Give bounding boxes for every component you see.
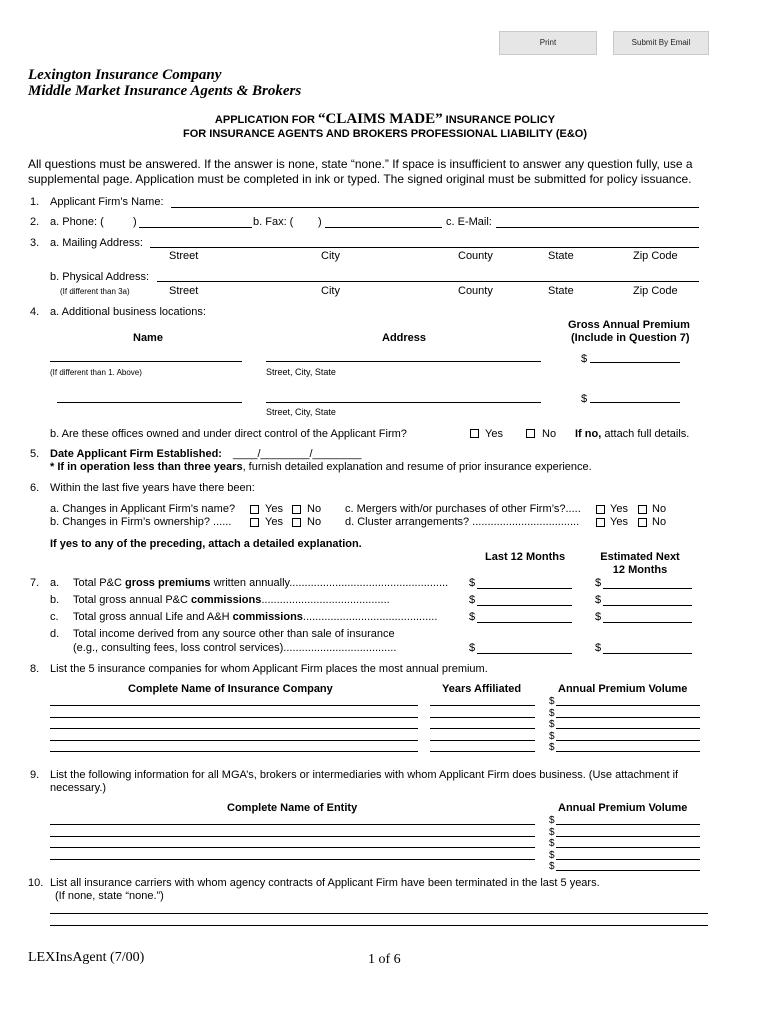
print-button[interactable]: Print bbox=[499, 31, 597, 55]
q6d-yes-checkbox[interactable] bbox=[596, 518, 605, 527]
q7c-pre: Total gross annual Life and A&H bbox=[73, 611, 233, 623]
q8-company-field[interactable] bbox=[50, 717, 418, 718]
physical-address-field[interactable] bbox=[157, 281, 699, 282]
q6d-yes-label: Yes bbox=[610, 516, 628, 528]
q8-premium-dollar: $ bbox=[549, 719, 555, 730]
q8-premium-dollar: $ bbox=[549, 742, 555, 753]
submit-by-email-button[interactable]: Submit By Email bbox=[613, 31, 709, 55]
q4b-no-label: No bbox=[542, 428, 557, 440]
q5-note-rest: , furnish detailed explanation and resume of prior insurance experience. bbox=[242, 461, 592, 473]
location-2-dollar: $ bbox=[581, 393, 588, 405]
q7-col-last-12: Last 12 Months bbox=[485, 551, 566, 563]
q7d-next12-field[interactable] bbox=[603, 653, 692, 654]
intro-line-1: All questions must be answered. If the answer is none, state “none.” If space is insufficient to answer any question fully, use a bbox=[28, 157, 693, 171]
q5-number: 5. bbox=[30, 448, 40, 460]
q7a-dollar-1: $ bbox=[469, 577, 476, 589]
locations-address-header: Address bbox=[382, 332, 427, 344]
q6-number: 6. bbox=[30, 482, 40, 494]
q8-label: List the 5 insurance companies for whom Applicant Firm places the most annual premium. bbox=[50, 663, 488, 675]
q9-premium-field[interactable] bbox=[556, 847, 700, 848]
fax-close: ) bbox=[318, 216, 322, 228]
location-2-name-field[interactable] bbox=[57, 402, 242, 403]
q7c-last12-field[interactable] bbox=[477, 622, 572, 623]
q7a-next12-field[interactable] bbox=[603, 588, 692, 589]
location-1-name-field[interactable] bbox=[50, 361, 242, 362]
location-2-address-note: Street, City, State bbox=[266, 407, 336, 417]
physical-col-state: State bbox=[548, 285, 574, 297]
q7b-last12-field[interactable] bbox=[477, 605, 572, 606]
email-field[interactable] bbox=[496, 227, 699, 228]
physical-col-street: Street bbox=[169, 285, 199, 297]
q6b-label: b. Changes in Firm’s ownership? ...... bbox=[50, 516, 232, 528]
q9-line-2: necessary.) bbox=[50, 782, 107, 794]
q7a-label bbox=[73, 577, 448, 589]
q7a-letter: a. bbox=[50, 577, 60, 589]
q8-company-field[interactable] bbox=[50, 705, 418, 706]
q7-col-12-months: 12 Months bbox=[612, 564, 668, 576]
q6c-yes-label: Yes bbox=[610, 503, 628, 515]
q9-col-entity: Complete Name of Entity bbox=[227, 802, 358, 814]
q6d-label: d. Cluster arrangements? ................................... bbox=[345, 516, 580, 528]
location-name-note: (If different than 1. Above) bbox=[50, 368, 142, 377]
q8-company-field[interactable] bbox=[50, 751, 418, 752]
q8-years-field[interactable] bbox=[430, 705, 535, 706]
physical-col-zip: Zip Code bbox=[633, 285, 678, 297]
form-id: LEXInsAgent (7/00) bbox=[28, 950, 145, 965]
q7a-bold: gross premiums bbox=[124, 577, 211, 589]
mailing-col-state: State bbox=[548, 250, 574, 262]
q7c-bold: commissions bbox=[232, 611, 303, 623]
mailing-col-zip: Zip Code bbox=[633, 250, 678, 262]
applicant-name-field[interactable] bbox=[171, 207, 699, 208]
q7c-dollar-1: $ bbox=[469, 611, 476, 623]
q8-years-field[interactable] bbox=[430, 728, 535, 729]
q7d-line-1: Total income derived from any source other than sale of insurance bbox=[73, 628, 395, 640]
q6c-label: c. Mergers with/or purchases of other Firm’s?..... bbox=[345, 503, 581, 515]
q3-number: 3. bbox=[30, 237, 40, 249]
q7a-post: written annually.................................................... bbox=[210, 577, 449, 589]
mailing-col-street: Street bbox=[169, 250, 199, 262]
q4b-yes-checkbox[interactable] bbox=[470, 429, 479, 438]
q6d-no-label: No bbox=[652, 516, 667, 528]
q9-premium-dollar: $ bbox=[549, 815, 555, 826]
q2-number: 2. bbox=[30, 216, 40, 228]
q7b-dollar-1: $ bbox=[469, 594, 476, 606]
q9-premium-dollar: $ bbox=[549, 838, 555, 849]
company-subtitle: Middle Market Insurance Agents & Brokers bbox=[28, 83, 302, 99]
q7b-label bbox=[73, 594, 390, 606]
fax-label: b. Fax: ( bbox=[253, 216, 294, 228]
physical-address-note: (If different than 3a) bbox=[60, 287, 130, 296]
q10-answer-line-1[interactable] bbox=[50, 913, 708, 914]
q8-years-field[interactable] bbox=[430, 717, 535, 718]
page-number: 1 of 6 bbox=[368, 952, 401, 967]
q5-note-bold: * If in operation less than three years bbox=[50, 461, 243, 473]
q7a-pre: Total P&C bbox=[73, 577, 125, 589]
q7-number: 7. bbox=[30, 577, 40, 589]
q6d-no-checkbox[interactable] bbox=[638, 518, 647, 527]
q8-premium-field[interactable] bbox=[556, 740, 700, 741]
q10-line-2: (If none, state “none.”) bbox=[55, 890, 164, 902]
q5-label: Date Applicant Firm Established: bbox=[50, 448, 222, 460]
q4b-yes-label: Yes bbox=[485, 428, 503, 440]
q9-number: 9. bbox=[30, 769, 40, 781]
mailing-address-field[interactable] bbox=[150, 247, 699, 248]
intro-line-2: supplemental page. Application must be completed in ink or typed. The signed original must be submitted for policy issuance. bbox=[28, 172, 692, 186]
q7a-dollar-2: $ bbox=[595, 577, 602, 589]
q7d-dollar-2: $ bbox=[595, 642, 602, 654]
q8-number: 8. bbox=[30, 663, 40, 675]
q7b-next12-field[interactable] bbox=[603, 605, 692, 606]
q7b-bold: commissions bbox=[191, 594, 262, 606]
form-title bbox=[0, 111, 770, 128]
q9-premium-field[interactable] bbox=[556, 870, 700, 871]
q9-entity-field[interactable] bbox=[50, 836, 535, 837]
q7b-post: .......................................... bbox=[261, 594, 390, 606]
q9-premium-dollar: $ bbox=[549, 826, 555, 838]
location-1-address-note: Street, City, State bbox=[266, 367, 336, 377]
phone-field[interactable] bbox=[139, 227, 252, 228]
fax-field[interactable] bbox=[325, 227, 442, 228]
q6a-yes-checkbox[interactable] bbox=[250, 505, 259, 514]
q7b-letter: b. bbox=[50, 594, 60, 606]
q9-premium-dollar: $ bbox=[549, 861, 555, 872]
q4b-label: b. Are these offices owned and under direct control of the Applicant Firm? bbox=[50, 428, 407, 440]
q7c-letter: c. bbox=[50, 611, 59, 623]
physical-address-label: b. Physical Address: bbox=[50, 271, 150, 283]
form-subtitle: FOR INSURANCE AGENTS AND BROKERS PROFESSIONAL LIABILITY (E&O) bbox=[183, 128, 587, 140]
title-emphasis: “CLAIMS MADE” bbox=[318, 111, 443, 127]
q6b-no-label: No bbox=[307, 516, 322, 528]
q6c-no-checkbox[interactable] bbox=[638, 505, 647, 514]
if-no-rest: attach full details. bbox=[601, 428, 690, 440]
gross-premium-header: Gross Annual Premium bbox=[568, 319, 690, 331]
location-1-address-field[interactable] bbox=[266, 361, 541, 362]
q7d-dollar-1: $ bbox=[469, 642, 476, 654]
q9-premium-field[interactable] bbox=[556, 836, 700, 837]
q8-years-field[interactable] bbox=[430, 740, 535, 741]
mailing-col-city: City bbox=[321, 250, 340, 262]
q8-premium-dollar: $ bbox=[549, 707, 555, 719]
mailing-address-label: a. Mailing Address: bbox=[50, 237, 143, 249]
q4-number: 4. bbox=[30, 306, 40, 318]
q6-note: If yes to any of the preceding, attach a detailed explanation. bbox=[50, 538, 362, 550]
location-1-premium-field[interactable] bbox=[590, 362, 680, 363]
q8-premium-dollar: $ bbox=[549, 730, 555, 742]
q6a-yes-label: Yes bbox=[265, 503, 283, 515]
q8-company-field[interactable] bbox=[50, 728, 418, 729]
q8-col-premium: Annual Premium Volume bbox=[558, 683, 688, 695]
q7d-last12-field[interactable] bbox=[477, 653, 572, 654]
q9-entity-field[interactable] bbox=[50, 824, 535, 825]
gross-premium-note: (Include in Question 7) bbox=[571, 332, 690, 344]
q4b-no-checkbox[interactable] bbox=[526, 429, 535, 438]
q6b-yes-label: Yes bbox=[265, 516, 283, 528]
mailing-col-county: County bbox=[458, 250, 493, 262]
physical-col-city: City bbox=[321, 285, 340, 297]
q7c-dollar-2: $ bbox=[595, 611, 602, 623]
q8-company-field[interactable] bbox=[50, 740, 418, 741]
q10-number: 10. bbox=[28, 877, 44, 889]
q8-premium-field[interactable] bbox=[556, 751, 700, 752]
q9-col-premium: Annual Premium Volume bbox=[558, 802, 688, 814]
q9-premium-dollar: $ bbox=[549, 849, 555, 861]
q7-col-est-next: Estimated Next bbox=[600, 551, 680, 563]
locations-name-header: Name bbox=[133, 332, 163, 344]
location-2-address-field[interactable] bbox=[266, 402, 541, 403]
location-2-premium-field[interactable] bbox=[590, 402, 680, 403]
q9-entity-field[interactable] bbox=[50, 859, 535, 860]
q6b-yes-checkbox[interactable] bbox=[250, 518, 259, 527]
q1-number: 1. bbox=[30, 196, 40, 208]
q8-premium-field[interactable] bbox=[556, 705, 700, 706]
company-name: Lexington Insurance Company bbox=[28, 67, 222, 83]
q7c-label bbox=[73, 611, 437, 623]
q6b-no-checkbox[interactable] bbox=[292, 518, 301, 527]
q9-premium-field[interactable] bbox=[556, 824, 700, 825]
q6-label: Within the last five years have there been: bbox=[50, 482, 255, 494]
q4-label: a. Additional business locations: bbox=[50, 306, 206, 318]
q8-premium-field[interactable] bbox=[556, 717, 700, 718]
q10-answer-line-2[interactable] bbox=[50, 925, 708, 926]
q9-premium-field[interactable] bbox=[556, 859, 700, 860]
q9-entity-field[interactable] bbox=[50, 847, 535, 848]
q4b-if-no-note bbox=[575, 428, 689, 440]
q7b-pre: Total gross annual P&C bbox=[73, 594, 192, 606]
q6a-label: a. Changes in Applicant Firm’s name? bbox=[50, 503, 236, 515]
q7d-line-2: (e.g., consulting fees, loss control services)..................................... bbox=[73, 642, 397, 654]
q8-premium-dollar: $ bbox=[549, 696, 555, 707]
q6a-no-label: No bbox=[307, 503, 322, 515]
q9-line-1: List the following information for all MGA’s, brokers or intermediaries with whom Applicant Firm does business. (Use attachment if bbox=[50, 769, 679, 781]
q1-label: Applicant Firm’s Name: bbox=[50, 196, 164, 208]
q7c-post: ............................................ bbox=[302, 611, 438, 623]
title-prefix: APPLICATION FOR bbox=[214, 114, 318, 126]
q6c-yes-checkbox[interactable] bbox=[596, 505, 605, 514]
q8-years-field[interactable] bbox=[430, 751, 535, 752]
q10-line-1: List all insurance carriers with whom agency contracts of Applicant Firm have been terminated in the last 5 years. bbox=[50, 877, 600, 889]
q7d-letter: d. bbox=[50, 628, 60, 640]
email-label: c. E-Mail: bbox=[446, 216, 492, 228]
q6c-no-label: No bbox=[652, 503, 667, 515]
q8-col-years: Years Affiliated bbox=[442, 683, 522, 695]
phone-label: a. Phone: ( bbox=[50, 216, 104, 228]
location-1-dollar: $ bbox=[581, 353, 588, 365]
q8-premium-field[interactable] bbox=[556, 728, 700, 729]
q7b-dollar-2: $ bbox=[595, 594, 602, 606]
q7c-next12-field[interactable] bbox=[603, 622, 692, 623]
q5-note bbox=[50, 461, 592, 473]
q6a-no-checkbox[interactable] bbox=[292, 505, 301, 514]
date-established-field[interactable]: ____/________/________ bbox=[233, 448, 362, 460]
q8-col-company: Complete Name of Insurance Company bbox=[128, 683, 333, 695]
title-suffix: INSURANCE POLICY bbox=[442, 114, 556, 126]
phone-close: ) bbox=[133, 216, 137, 228]
physical-col-county: County bbox=[458, 285, 493, 297]
if-no-bold: If no, bbox=[575, 428, 602, 440]
q7a-last12-field[interactable] bbox=[477, 588, 572, 589]
